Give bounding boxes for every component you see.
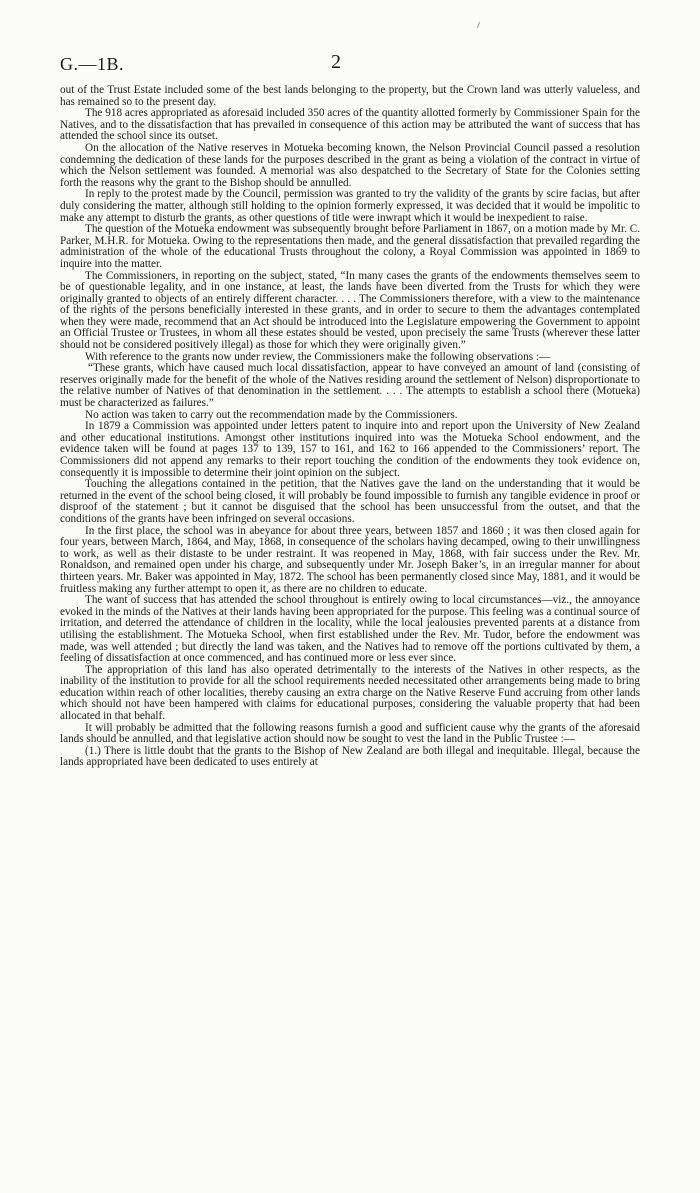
paragraph: The question of the Motueka endowment was subsequently brought before Parliament in 1867, on a motion made by Mr. C. Parker, M.H.R. for Motueka. Owing to the representations then made, and the general dissatisfaction that prevailed regarding the administration of the whole of the educational Trusts throughout the colony, a Royal Commission was appointed in 1869 to inquire into the matter. [60,223,640,270]
document-reference: G.—1B. [60,54,125,74]
quotation: “These grants, which have caused much local dissatisfaction, appear to have conveyed an amount of land (consisting of reserves originally made for the benefit of the whole of the Natives residing around the settlement of Nelson) disproportionate to the relative number of Natives of that denomination in the settlement. . . . The attempts to establish a school there (Motueka) must be characterized as failures.” [60,362,640,410]
paragraph: It will probably be admitted that the following reasons furnish a good and sufficient cause why the grants of the aforesaid lands should be annulled, and that legislative action should now be sought to vest the land in the Public Trustee :— [60,721,640,746]
paragraph: With reference to the grants now under review, the Commissioners make the following observations :— [85,350,551,363]
body-text [60,85,640,769]
paragraph: The appropriation of this land has also operated detrimentally to the interests of the Natives in other respects, as the inability of the institution to provide for all the school requirements needed necessitated other arrangements being made to bring education within reach of other localities, thereby causing an extra charge on the Native Reserve Fund accruing from other lands which should not have been hampered with claims for educational purposes, considering the valuable property that had been allocated in that behalf. [60,663,640,723]
paragraph: The Commissioners, in reporting on the subject, stated, “In many cases the grants of the endowments themselves seem to be of questionable legality, and in one instance, at least, the lands have been diverted from the Trusts for which they were originally granted to objects of an entirely different character. . . . The Commissioners therefore, with a view to the maintenance of the rights of the persons beneficially interested in these grants, and in order to secure to them the advantages contemplated when they were made, recommend that an Act should be introduced into the Legislature empowering the Government to appoint an Official Trustee or Trustees, in whom all these estates should be vested, upon precisely the same Trusts (wherever these latter should not be considered positively illegal) as those for which they were originally given.” [60,269,640,352]
paragraph: Touching the allegations contained in the petition, that the Natives gave the land on the understanding that it would be returned in the event of the school being closed, it will probably be found impossible to furnish any tangible evidence in proof or disproof of the statement ; but it cannot be disguised that the school has been unsuccessful from the outset, and that the conditions of the grants have been infringed on several occasions. [60,478,640,525]
paragraph: In the first place, the school was in abeyance for about three years, between 1857 and 1860 ; it was then closed again for four years, between March, 1864, and May, 1868, in consequence of the scholars having decamped, owing to their unwillingness to work, as well as their distaste to be under restraint. It was reopened in May, 1868, with fair success under the Rev. Mr. Ronaldson, and remained open under his charge, and subsequently under Mr. Joseph Baker’s, in an irregular manner for about thirteen years. Mr. Baker was appointed in May, 1872. The school has been permanently closed since May, 1881, and it would be fruitless making any further attempt to open it, as there are no children to educate. [60,524,640,595]
page-number: 2 [331,51,341,73]
page-header [60,51,640,76]
paragraph: The want of success that has attended the school throughout is entirely owing to local circumstances—viz., the annoyance evoked in the minds of the Natives at their lands having been appropriated for the purpose. This feeling was a continual source of irritation, and deterred the attendance of children in the locality, while the local jealousies prevented parents at a distance from utilising the establishment. The Motueka School, when first established under the Rev. Mr. Tudor, before the endowment was made, was well attended ; but directly the land was taken, and the Natives had to remove off the portions cultivated by them, a feeling of dissatisfaction at once commenced, and has continued more or less ever since. [60,594,640,665]
paragraph: No action was taken to carry out the recommendation made by the Commissioners. [85,408,458,421]
paragraph: (1.) There is little doubt that the grants to the Bishop of New Zealand are both illegal and inequitable. Illegal, because the lands appropriated have been dedicated to uses entirely at [60,744,640,769]
paragraph: In 1879 a Commission was appointed under letters patent to inquire into and report upon the University of New Zealand and other educational institutions. Amongst other institutions inquired into was the Motueka School endowment, and the evidence taken will be found at pages 137 to 139, 157 to 161, and 162 to 166 appended to the Commissioners’ report. The Commissioners did not append any remarks to their report touching the condition of the endowments they took evidence on, consequently it is impossible to determine their joint opinion on the subject. [60,420,640,479]
paragraph: The 918 acres appropriated as aforesaid included 350 acres of the quantity allotted formerly by Commissioner Spain for the Natives, and to the dissatisfaction that has prevailed in consequence of this action may be attributed the want of success that has attended the school since its outset. [60,107,640,143]
paragraph: out of the Trust Estate included some of the best lands belonging to the property, but the Crown land was utterly valueless, and has remained so to the present day. [60,84,640,108]
paragraph: In reply to the protest made by the Council, permission was granted to try the validity of the grants by scire facias, but after duly considering the matter, although still holding to the opinion formerly expressed, it was decided that it would be impolitic to make any attempt to disturb the grants, as other questions of title were inwrapt which it would be inexpedient to raise. [60,188,640,224]
paragraph: On the allocation of the Native reserves in Motueka becoming known, the Nelson Provincial Council passed a resolution condemning the dedication of these lands for the purposes described in the grant as being a violation of the contract in virtue of which the Nelson settlement was founded. A memorial was also despatched to the Secretary of State for the Colonies setting forth the reasons why the grant to the Bishop should be annulled. [60,141,640,189]
scan-mark [477,22,480,28]
